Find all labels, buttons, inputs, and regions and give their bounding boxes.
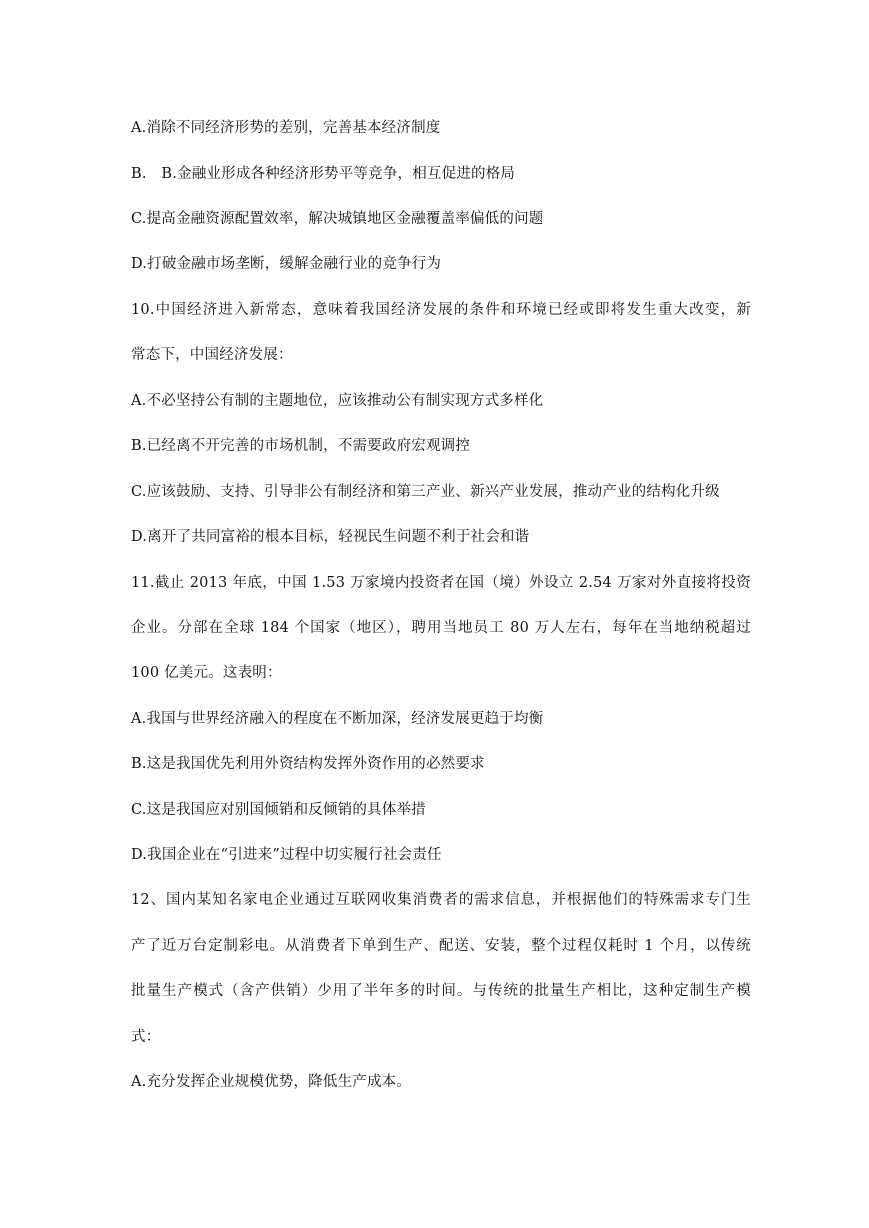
option-a-q9: A.消除不同经济形势的差别，完善基本经济制度 xyxy=(131,120,441,136)
option-c-q10: C.应该鼓励、支持、引导非公有制经济和第三产业、新兴产业发展，推动产业的结构化升级 xyxy=(131,484,720,500)
option-d-q11: D.我国企业在“引进来”过程中切实履行社会责任 xyxy=(131,847,442,863)
question-11-line-2: 企业。分部在全球 184 个国家（地区），聘用当地员工 80 万人左右，每年在当地纳税超过 xyxy=(131,620,751,636)
question-11-line-3: 100 亿美元。这表明： xyxy=(131,665,282,681)
option-a-q12: A.充分发挥企业规模优势，降低生产成本。 xyxy=(131,1074,412,1090)
question-12-line-1: 12、国内某知名家电企业通过互联网收集消费者的需求信息，并根据他们的特殊需求专门生 xyxy=(131,892,751,908)
question-12-line-4: 式： xyxy=(131,1029,161,1045)
question-12-line-2: 产了近万台定制彩电。从消费者下单到生产、配送、安装，整个过程仅耗时 1 个月，以传统 xyxy=(131,938,751,954)
question-11-line-1: 11.截止 2013 年底，中国 1.53 万家境内投资者在国（境）外设立 2.54 万家对外直接将投资 xyxy=(131,575,751,591)
option-c-q11: C.这是我国应对别国倾销和反倾销的具体举措 xyxy=(131,802,426,818)
question-10-line-2: 常态下，中国经济发展： xyxy=(131,347,293,363)
option-b-q11: B.这是我国优先利用外资结构发挥外资作用的必然要求 xyxy=(131,756,485,772)
option-a-q11: A.我国与世界经济融入的程度在不断加深，经济发展更趋于均衡 xyxy=(131,711,544,727)
option-b-q9: B. B.金融业形成各种经济形势平等竞争，相互促进的格局 xyxy=(131,166,516,182)
question-12-line-3: 批量生产模式（含产供销）少用了半年多的时间。与传统的批量生产相比，这种定制生产模 xyxy=(131,983,751,999)
option-c-q9: C.提高金融资源配置效率，解决城镇地区金融覆盖率偏低的问题 xyxy=(131,211,544,227)
option-b-q10: B.已经离不开完善的市场机制，不需要政府宏观调控 xyxy=(131,438,471,454)
option-a-q10: A.不必坚持公有制的主题地位，应该推动公有制实现方式多样化 xyxy=(131,393,544,409)
option-d-q10: D.离开了共同富裕的根本目标，轻视民生问题不利于社会和谐 xyxy=(131,529,530,545)
option-d-q9: D.打破金融市场垄断，缓解金融行业的竞争行为 xyxy=(131,256,442,272)
question-10-line-1: 10.中国经济进入新常态，意味着我国经济发展的条件和环境已经或即将发生重大改变，新 xyxy=(131,302,751,318)
